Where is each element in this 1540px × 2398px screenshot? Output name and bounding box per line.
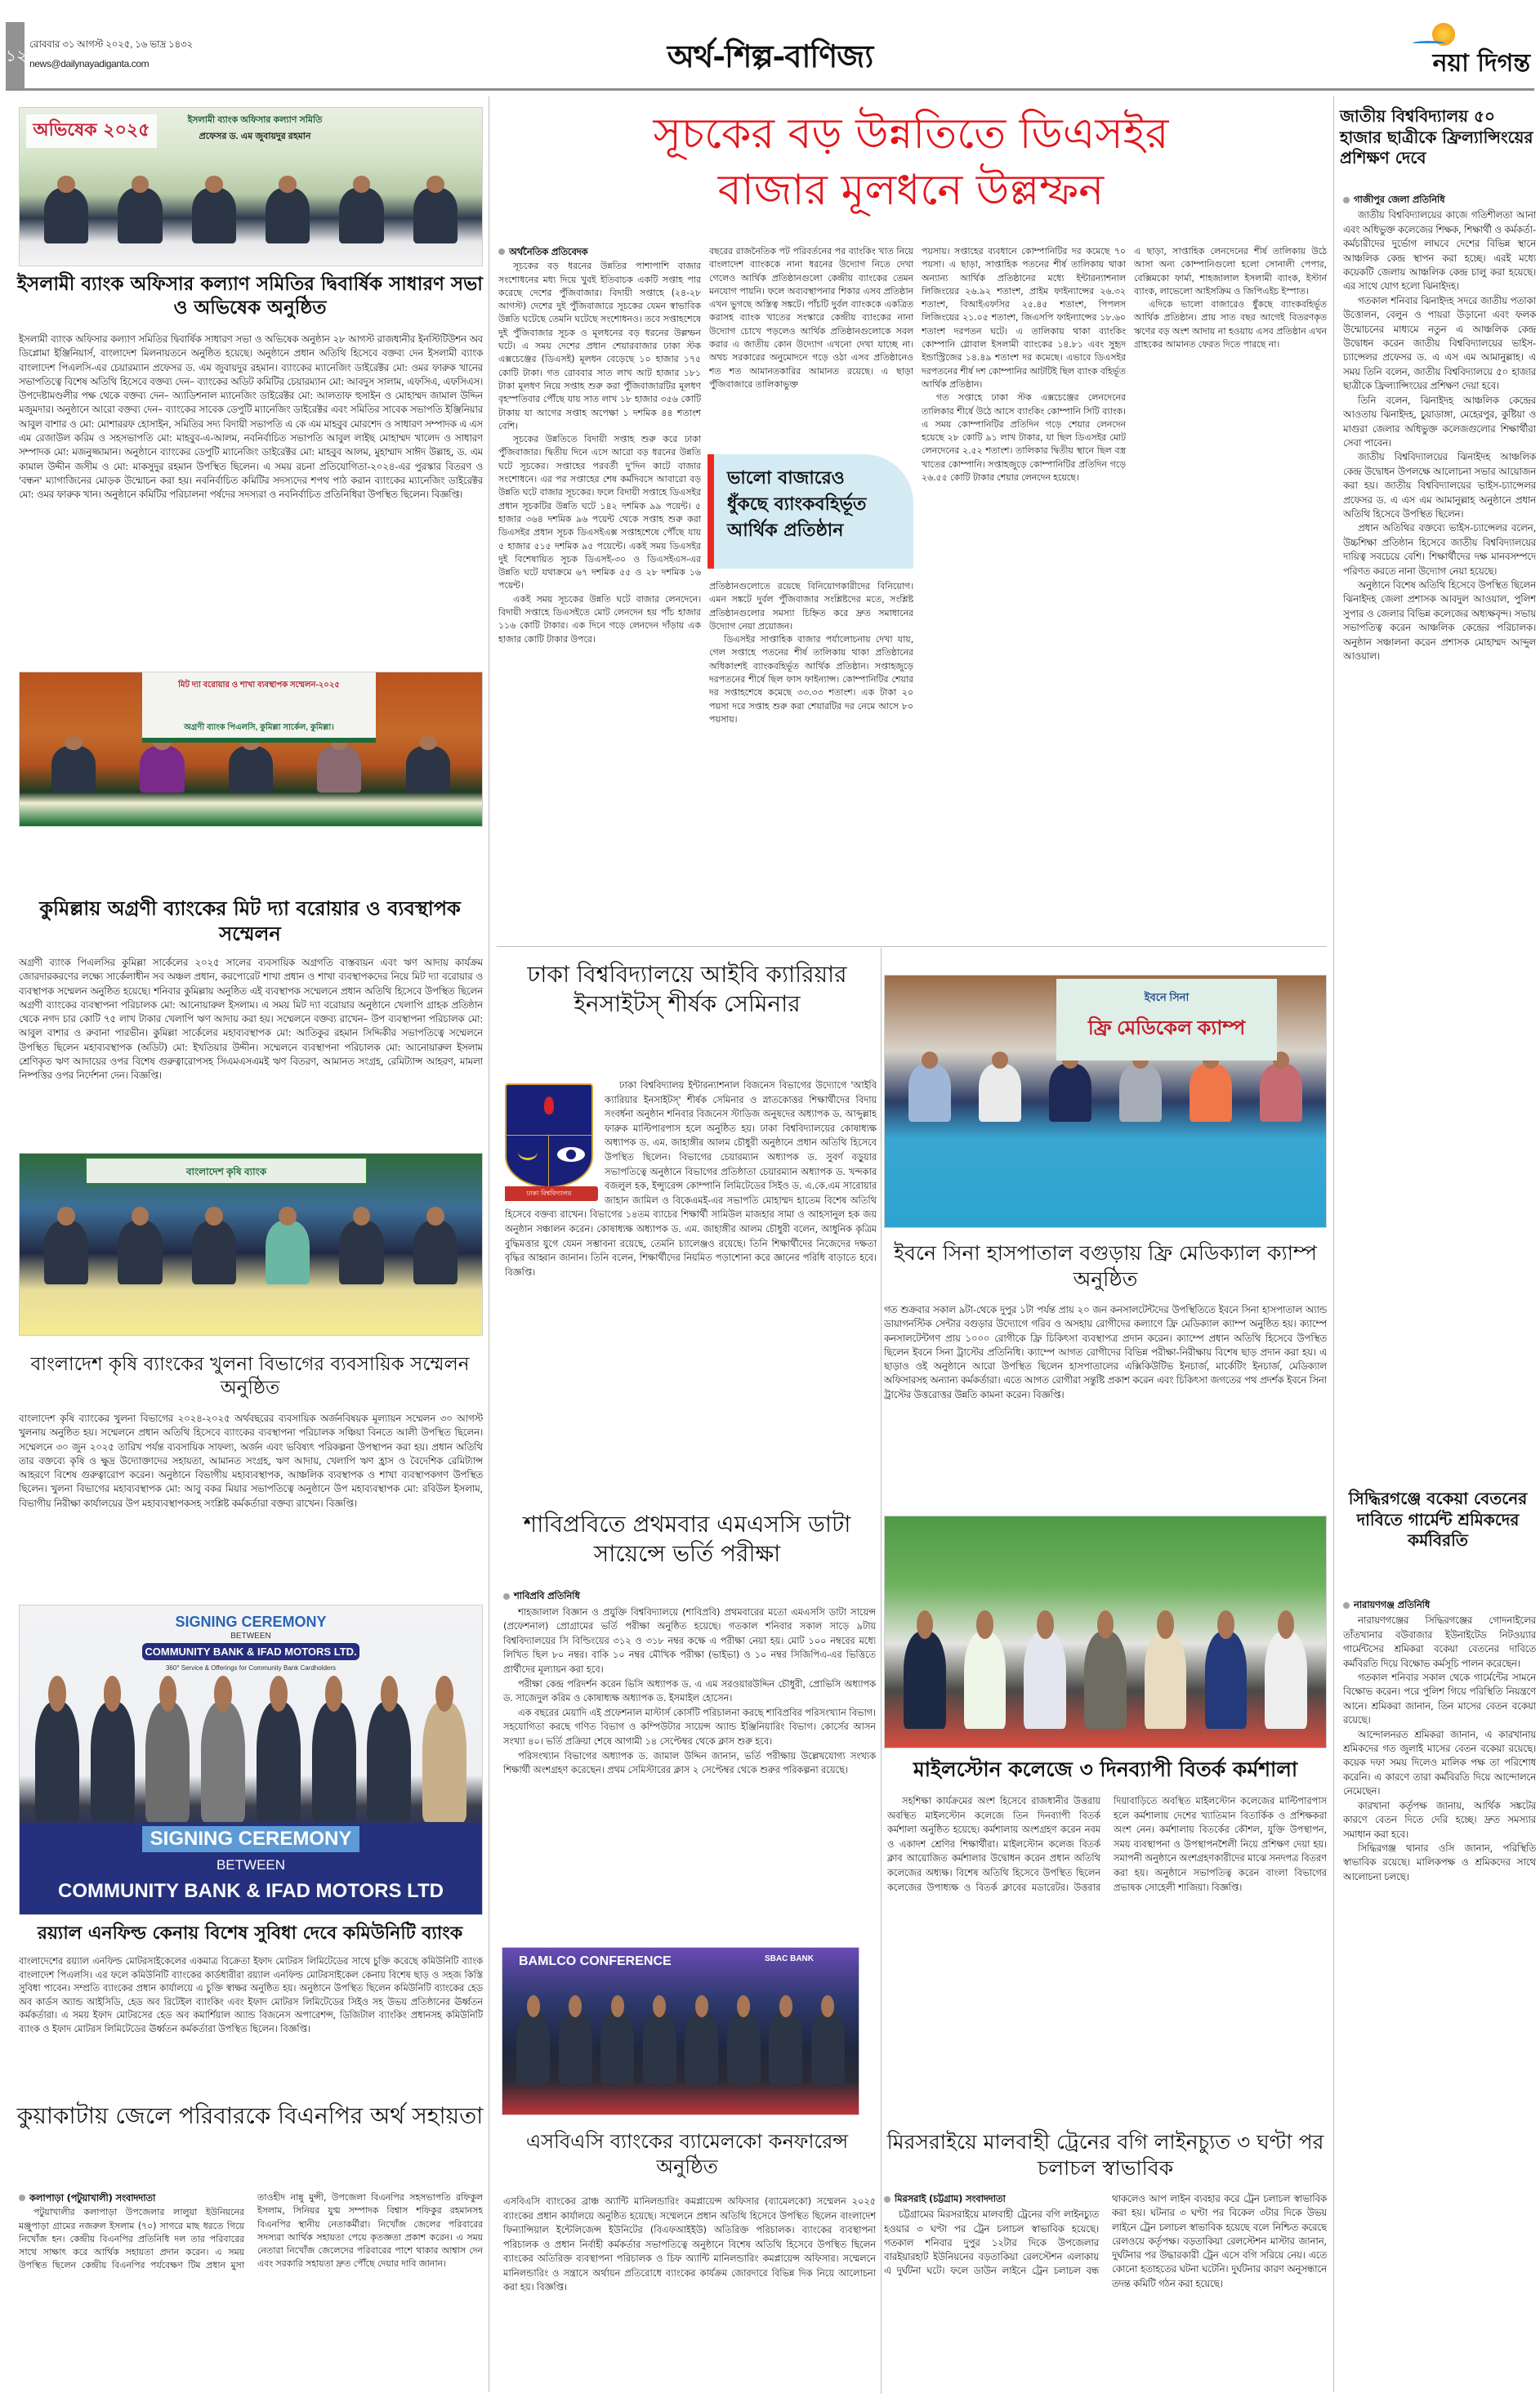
lead-headline-line1: সূচকের বড় উন্নতিতে ডিএসইর: [653, 109, 1169, 159]
newspaper-logo: [1391, 23, 1530, 88]
byline-text: শাবিপ্রবি প্রতিনিধি: [514, 1590, 580, 1601]
photo-caption-org: অগ্রণী ব্যাংক পিএলসি, কুমিল্লা সার্কেল, কুমিল্লা।: [184, 723, 334, 732]
logo-upper: [507, 1085, 591, 1136]
paragraph: কারখানা কর্তৃপক্ষ জানায়, আর্থিক সঙ্কটের কারণে বেতন দিতে দেরি হচ্ছে। দ্রুত সমস্যার সমাধান করা হবে।: [1343, 1799, 1536, 1840]
paragraph: একই সময় সূচকের উন্নতি ঘটে বাজার লেনদেনে। বিদায়ী সপ্তাহে ডিএসইতে মোট লেনদেন হয় পাঁচ হাজার ১১৬ কোটি টাকার। এক দিনে গড়ে লেনদেন দাঁড়ায় এক হাজার কোটি টাকার উপরে।: [498, 593, 701, 645]
masthead-rule: [6, 88, 1534, 91]
logo-lower-right: [549, 1136, 591, 1186]
photo-people: [20, 1212, 482, 1284]
person: [413, 188, 458, 243]
person: [44, 188, 88, 243]
article-body-shabipro: [503, 1589, 876, 1932]
byline: [884, 2192, 1099, 2206]
paragraph: প্রধান অতিথির বক্তব্যে ভাইস-চ্যান্সেলর বলেন, উচ্চশিক্ষা প্রতিষ্ঠান হিসেবে জাতীয় বিশ্ববিদ্যালয়ের দায়িত্ব সবচেয়ে বেশি। শিক্ষার্থীদের দক্ষ মানবসম্পদে পরিণত করতে নানা উদ্যোগ নেয়া হয়েছে।: [1343, 522, 1536, 577]
headline-agrani-bank[interactable]: কুমিল্লায় অগ্রণী ব্যাংকের মিট দ্যা বরোয়ার ও ব্যবস্থাপক সম্মেলন: [39, 897, 461, 945]
photo-caption-org: ইবনে সিনা: [1144, 991, 1190, 1003]
byline-text: অর্থনৈতিক প্রতিবেদক: [509, 246, 588, 257]
person: [312, 1702, 356, 1821]
masthead: [0, 0, 1540, 92]
person: [1205, 1632, 1248, 1730]
page-number: ১২: [6, 46, 27, 65]
person: [979, 1064, 1021, 1121]
article-body-milestone: [887, 1794, 1327, 2116]
photo-people: [502, 2001, 859, 2084]
person: [192, 188, 236, 243]
paragraph: বছরের রাজনৈতিক পট পরিবর্তনের পর ব্যাংকিং খাত নিয়ে বাংলাদেশ ব্যাংককে নানা ধরনের উদ্যোগ নিতে দেখা গেলেও আর্থিক প্রতিষ্ঠানগুলো কেন্দ্রীয় ব্যাংকের তেমন মনযোগ পায়নি। ফলে অব্যবস্থাপনার শিকার এসব প্রতিষ্ঠান এখন ভুগছে অস্তিত্ব সঙ্কটে। পাঁচটি দুর্বল ব্যাংককে একত্রিত করাসহ ব্যাংক খাতের সংস্কারে কেন্দ্রীয় ব্যাংকের নানা উদ্যোগ চোখে পড়লেও আর্থিক প্রতিষ্ঠানগুলোকে সবল করার এ জাতীয় কোন উদ্যোগ এখনো দেখা যাচ্ছে না। অথচ সরকারের অনুমোদনে গড়ে ওঠা এসব প্রতিষ্ঠানেও শত শত আমানতকারির আমানত রয়েছে। এ ছাড়া পুঁজিবাজারে তালিকাভুক্ত: [709, 246, 913, 390]
person: [118, 188, 162, 243]
photo-banner-tagline: 360° Service & Offerings for Community Bank Cardholders: [165, 1664, 337, 1672]
article-body-community-bank: বাংলাদেশের রয়্যাল এনফিল্ড মোটরসাইকেলের একমাত্র বিক্রেতা ইফাদ মোটরস লিমিটেডের সাথে চুক্তি করেছে কমিউনিটি ব্যাংক বাংলাদেশ পিএলসি। এর ফলে কমিউনিটি ব্যাংকের কার্ডধারীরা রয়্যাল এনফিল্ড মোটরসাইকেল কেনায় বিশেষ ছাড় ও সহজ কিস্তি সুবিধা পাবেন। সম্প্রতি ব্যাংকের প্রধান কার্যালয়ে এ চুক্তি স্বাক্ষর অনুষ্ঠিত হয়। অনুষ্ঠানে উপস্থিত ছিলেন কমিউনিটি ব্যাংকের হেড অব কার্ডস অ্যান্ড আইসিডি, হেড অব রিটেইল ব্যাংকিং এবং ইফাদ মোটরস লিমিটেডের সিইও সহ উভয় প্রতিষ্ঠানের ঊর্ধ্বতন কর্মকর্তারা। এ সময় ইফাদ মোটরসের হেড অব কমার্শিয়াল অ্যান্ড বিজনেস অপারেশন্স, ডিজিটাল ব্যাংকিং প্রধানসহ কমিউনিটি ব্যাংক ও ইফাদ মোটরস লিমিটেডের ঊর্ধ্বতন কর্মকর্তারা উপস্থিত ছিলেন। বিজ্ঞপ্তি।: [19, 1955, 483, 2034]
pull-quote-box: [708, 454, 913, 569]
paragraph: তিনি বলেন, ঝিনাইদহ আঞ্চলিক কেন্দ্রের আওতায় ঝিনাইদহ, চুয়াডাঙ্গা, মেহেরপুর, কুষ্টিয়া ও মাগুরা জেলার অধিভুক্ত কলেজগুলোর শিক্ষার্থীরা সেবা পাবেন।: [1343, 394, 1536, 449]
torch-flame-icon: [544, 1096, 554, 1114]
logo-text: নয়া দিগন্ত: [1432, 49, 1530, 78]
byline: [503, 1589, 876, 1604]
paragraph: পরীক্ষা কেন্দ্র পরিদর্শন করেন ভিসি অধ্যাপক ড. এ এম সরওয়ারউদ্দিন চৌধুরী, প্রোভিসি অধ্যাপক ড. সাজেদুল করিম ও কোষাধ্যক্ষ অধ্যাপক ড. ইসমাইল হোসেন।: [503, 1677, 876, 1704]
paragraph: প্রতিষ্ঠানগুলোতে রয়েছে বিনিয়োগকারীদের বিনিয়োগ। এমন সঙ্কটে দুর্বল পুঁজিবাজার সংশ্লিষ্টদের মতে, সংশ্লিষ্ট প্রতিষ্ঠানগুলোর সমস্যা চিহ্নিত করে দ্রুত সমাধানের উদ্যোগ নেয়া প্রয়োজন।: [709, 581, 913, 632]
person: [1049, 1064, 1091, 1121]
community-bank-photo: [19, 1605, 483, 1915]
byline: [19, 2191, 244, 2204]
paragraph: সিদ্ধিরগঞ্জ থানার ওসি জানান, পরিস্থিতি স্বাভাবিক রয়েছে। মালিকপক্ষ ও শ্রমিকদের সাথে আলোচনা চলছে।: [1343, 1842, 1536, 1882]
pull-quote-line: ভালো বাজারেও: [727, 468, 845, 489]
article-body-du-seminar: [505, 1078, 877, 1487]
photo-banner-title: SIGNING CEREMONY: [175, 1614, 327, 1630]
person: [145, 1702, 190, 1821]
milestone-college-photo: [884, 1516, 1327, 1748]
photo-banner-logo: SBAC BANK: [765, 1954, 814, 1963]
person: [1145, 1632, 1187, 1730]
lead-body-col2-top: [709, 245, 913, 445]
pull-quote-line: আর্থিক প্রতিষ্ঠান: [727, 520, 844, 541]
article-body-ibn-sina: গত শুক্রবার সকাল ৯টা-থেকে দুপুর ১টা পর্যন্ত প্রায় ২০ জন কনসালটেন্টদের উপস্থিতিতে ইবনে সিনা হাসপাতাল অ্যান্ড ডায়াগনস্টিক সেন্টার বগুড়ার উদ্যোগে গরিব ও অসহায় রোগীদের কল্যাণে ফ্রি মেডিক্যাল ক্যাম্প অনুষ্ঠিত হয়। ক্যাম্পে কনসালটেন্টগণ প্রায় ১০০০ রোগীকে ফ্রি চিকিৎসা ব্যবস্থাপত্র প্রদান করেন। ক্যাম্পে প্রধান অতিথি হিসেবে উপস্থিত ছিলেন ইবনে সিনা ট্রাস্টের প্রতিনিধি। ক্যাম্পে আগত রোগীদের বিভিন্ন পরীক্ষা-নিরীক্ষায় বিশেষ ছাড় প্রদান করা হয়। এ ছাড়াও ওই অনুষ্ঠানে আরো উপস্থিত ছিলেন হাসপাতালের এক্সিকিউটিভ ইনচার্জ, মার্কেটিং ইনচার্জ, মেডিক্যাল অফিসারসহ অন্যান্য কর্মকর্তারা। এতে আগত রোগীরা সন্তুষ্টি প্রকাশ করেন এবং চিকিৎসা জগতের পথ প্রদর্শক ইবনে সিনা ট্রাস্টের উত্তরোত্তর উন্নতি কামনা করেন। বিজ্ঞপ্তি।: [884, 1304, 1327, 1400]
byline-text: নারায়ণগঞ্জ প্রতিনিধি: [1354, 1599, 1431, 1610]
paragraph: সূচকের বড় ধরনের উন্নতির পাশাপাশি বাজার সংশোধনের মধ্য দিয়ে খুবই ইতিবাচক একটি সপ্তাহ পার করেছে দেশের পুঁজিবাজার। বিদায়ী সপ্তাহে (২৪-২৮ আগস্ট) দেশের দুই পুঁজিবাজারে সূচকের যেমন স্বাভাবিক উন্নতি ঘটেছে তেমনি ঘটেছে সংশোধনও। তবে সপ্তাহশেষে দুই পুঁজিবাজার সূচক ও মূলধনের বড় ধরনের উল্লম্ফন ঘটে। এ সময় দেশের প্রধান শেয়ারবাজার ঢাকা স্টক এক্সচেঞ্জের (ডিএসই) মূলধন বেড়েছে ১০ হাজার ১৭৫ কোটি টাকা। গত রোববার সাত লাখ আট হাজার ১৮১ টাকা মূলধণ নিয়ে সপ্তাহ শুরু করা পুঁজিবাজারটির মূলধণ বৃহস্পতিবার পৌঁছে যায় সাত লাখ ১৮ হাজার ৩৫৬ কোটি টাকায় যা আগের সপ্তাহ অপেক্ষা ১ দশমিক ৪৪ শতাংশ বেশি।: [498, 261, 701, 431]
headline-mirsarai[interactable]: মিরসরাইয়ে মালবাহী ট্রেনের বগি লাইনচ্যুত ৩ ঘণ্টা পর চলাচল স্বাভাবিক: [886, 2130, 1324, 2180]
paragraph: পরিসংখ্যান বিভাগের অধ্যাপক ড. জামাল উদ্দিন জানান, ভর্তি পরীক্ষায় উল্লেখযোগ্য সংখ্যক শিক্ষার্থী অংশগ্রহণ করেছেন। প্রথম সেমিস্টারের ক্লাস ২ সেপ্টেম্বর থেকে শুরুর পরিকল্পনা রয়েছে।: [503, 1749, 876, 1776]
person: [413, 1221, 458, 1284]
person: [1084, 1632, 1127, 1730]
bullet-icon: [1343, 197, 1350, 203]
person: [516, 2012, 550, 2085]
photo-caption-org: বাংলাদেশ কৃষি ব্যাংক: [185, 1166, 267, 1177]
logo-lower-left: [507, 1136, 549, 1186]
person: [964, 1632, 1007, 1730]
byline: [1343, 193, 1536, 207]
person: [266, 1221, 310, 1284]
bullet-icon: [19, 2195, 25, 2201]
photo-people: [20, 740, 482, 793]
headline-milestone[interactable]: মাইলস্টোন কলেজে ৩ দিনব্যাপী বিতর্ক কর্মশালা: [913, 1757, 1298, 1781]
article-body-agrani-bank: অগ্রণী ব্যাংক পিএলসির কুমিল্লা সার্কেলের ২০২৫ সালের ব্যবসায়িক অগ্রগতি বাস্তবায়ন এবং ঋণ আদায় কার্যক্রম জোরদারকরণের লক্ষ্যে সার্কেলাধীন সব অঞ্চল প্রধান, করপোরেট শাখা প্রধান ও শাখা ব্যবস্থাপকদের নিয়ে মিট দ্যা বরোয়ার ও ব্যবস্থাপক সম্মেলন অনুষ্ঠিত হয়েছে। শনিবার কুমিল্লায় অনুষ্ঠিত এই ব্যবস্থাপক সম্মেলনে প্রধান অতিথি হিসেবে উপস্থিত ছিলেন অগ্রণী ব্যাংকের ব্যবস্থাপনা পরিচালক মো: আনোয়ারুল ইসলাম। এ সময় মিট দ্যা বরোয়ার অনুষ্ঠানে খেলাপি গ্রাহক প্রতিষ্ঠান থেকে নগদ চার কোটি ৭৫ লাখ টাকার খেলাপি ঋণ আদায় করা হয়। সম্মেলনে বক্তব্য রাখেন– উপ ব্যবস্থাপনা পরিচালক মো: আবুল বাশার ও রুবানা পারভীন। কুমিল্লা সার্কেলের মহাব্যবস্থাপক মো: আতিকুর রহমান সিদ্দিকীর সভাপতিত্বে সম্মেলনে উপস্থিত ছিলেন মহাব্যবস্থাপক (অডিট) মো: ইখতিয়ার উদ্দীন। সম্মেলনে ব্যবস্থাপনা পরিচালক মো: আনোয়ারুল ইসলাম শ্রেণিকৃত ঋণ আদায়ের ওপর বিশেষ গুরুত্বারোপসহ সিএমএসএমই ঋণ বিতরণ, আমানত সংগ্রহ, রেমিট্যান্স আহরণ, মামলা নিষ্পত্তির ওপর নির্দেশনা দেন। বিজ্ঞপ্তি।: [19, 957, 483, 1082]
person: [422, 1702, 466, 1821]
person: [811, 2012, 845, 2085]
krishi-bank-photo: [19, 1153, 483, 1336]
column-divider: [1333, 96, 1334, 2392]
headline-sbac-bank[interactable]: এসবিএসি ব্যাংকের ব্যামেলকো কনফারেন্স অনুষ্ঠিত: [525, 2130, 849, 2178]
photo-caption-event: অভিষেক ২০২৫: [26, 114, 157, 148]
person: [201, 1702, 245, 1821]
byline: [498, 245, 701, 258]
photo-backdrop-banner: [1056, 979, 1277, 1061]
lead-headline[interactable]: [498, 106, 1324, 218]
paragraph: সূচকের উন্নতিতে বিদায়ী সপ্তাহ শুরু করে ঢাকা পুঁজিবাজার। দ্বিতীয় দিনে এসে আরো বড় ধরনের উন্নতি ঘটে সূচকের। সপ্তাহের পরবর্তী দু'দিন কাটে বাজার সংশোধনে। এর পর সপ্তাহের শেষ কর্মদিবসে আবারো বড় উন্নতি ঘটে বাজার সূচকের। ফলে বিদায়ী সপ্তাহে ডিএসইর প্রধান সূচকটির উন্নতি ঘটে ১৪২ দশমিক ৯৯ পয়েন্ট। ৫ হাজার ৩৬৪ দশমিক ৯৬ পয়েন্ট থেকে সপ্তাহ শুরু করা ডিএসইর প্রধান সূচক ডিএসইএক্স সপ্তাহশেষে পৌঁছে যায় ৫ হাজার ৫১৫ দশমিক ৯৫ পয়েন্টে। একই সময় ডিএসইর দুই বিশেষায়িত সূচক ডিএসই-৩০ ও ডিএসইএস-এর উন্নতি ঘটে যথাক্রমে ৬৭ দশমিক ৫৫ ও ২৮ দশমিক ১৬ পয়েন্ট।: [498, 434, 701, 592]
photo-caption-event: ফ্রি মেডিকেল ক্যাম্প: [1087, 1017, 1246, 1039]
headline-community-bank[interactable]: রয়্যাল এনফিল্ড কেনায় বিশেষ সুবিধা দেবে কমিউনিটি ব্যাংক: [37, 1923, 463, 1944]
byline-text: গাজীপুর জেলা প্রতিনিধি: [1354, 194, 1445, 205]
section-divider: [497, 946, 1327, 947]
paragraph: ডিএসইর সাপ্তাহিক বাজার পর্যালোচনায় দেখা যায়, গেল সপ্তাহে পতনের শীর্ষ তালিকায় থাকা প্রতিষ্ঠানের অধিকাংশই ব্যাংকবহির্ভূত আর্থিক প্রতিষ্ঠান। সপ্তাহজুড়ে দরপতনের শীর্ষে ছিল ফাস ফাইন্যান্স। কোম্পানিটির শেয়ার দর সপ্তাহশেষে কমেছে ৩৩.৩৩ শতাংশ। এক টাকা ২০ পয়সা দরে সপ্তাহ শুরু করা শেয়ারটির দর নেমে আসে ৮০ পয়সায়।: [709, 634, 913, 725]
paragraph: শাহজালাল বিজ্ঞান ও প্রযুক্তি বিশ্ববিদ্যালয়ে (শাবিপ্রবি) প্রথমবারের মতো এমএসসি ডাটা সায়েন্স (প্রফেশনাল) প্রোগ্রামের ভর্তি পরীক্ষা অনুষ্ঠিত হয়েছে। গতকাল শনিবার সকাল সাড়ে ৯টায় বিশ্ববিদ্যালয়ের সি বিল্ডিংয়ের ৩১২ ও ৩১৮ নম্বর কক্ষে এ পরীক্ষা নেয়া হয়। মোট ১০০ নম্বরের মধ্যে লিখিত ছিল ৮০ নম্বর। বাকি ১০ নম্বর মৌখিক পরীক্ষা (ভাইভা) ও ১০ নম্বর সিজিপিএ-এর ভিত্তিতে প্রার্থীদের মূল্যায়ন করা হবে।: [503, 1605, 876, 1675]
person: [904, 1632, 946, 1730]
paragraph: পটুয়াখালীর কলাপাড়া উপজেলার লালুয়া ইউনিয়নের মঞ্জুপাড়া গ্রামের নজরুল ইসলাম (৭০) সাগরে মাছ ধরতে গিয়ে নিখোঁজ হন। কেন্দ্রীয় বিএনপির প্রতিনিধি দল তার পরিবারের সাথে সাক্ষাৎ করে আর্থিক সহায়তা প্রদান করেন। এ সময় উপস্থিত ছিলেন কেন্দ্রীয় বিএনপির পর্যবেক্ষণ টিম প্রধান মুসা তাওহীদ নান্নু মুন্সী, উপজেলা বিএনপির সহসভাপতি রফিকুল ইসলাম, সিনিয়র যুগ্ম সম্পাদক বিশ্বাস শফিকুর রহমানসহ বিএনপির স্থানীয় নেতাকর্মীরা। নিখোঁজ জেলের পরিবারের সদস্যরা আর্থিক সহায়তা পেয়ে কৃতজ্ঞতা প্রকাশ করেন। এ সময় নেতারা নিখোঁজ জেলেদের পরিবারের পাশে থাকার আশ্বাস দেন এবং সরকারি সহায়তা দ্রুত পৌঁছে দেয়ার দাবি জানান।: [19, 2192, 483, 2271]
photo-people: [885, 1056, 1326, 1122]
overlay-between: BETWEEN: [216, 1857, 286, 1873]
dateline: রোববার ৩১ আগস্ট ২০২৫, ১৬ ভাদ্র ১৪৩২: [29, 38, 194, 50]
headline-du-seminar[interactable]: ঢাকা বিশ্ববিদ্যালয়ে আইবি ক্যারিয়ার ইনসাইটস্ শীর্ষক সেমিনার: [527, 961, 847, 1017]
contact-email[interactable]: news@dailynayadiganta.com: [29, 58, 150, 69]
person: [685, 2012, 718, 2085]
photo-overlay-banner: [20, 1823, 482, 1914]
water-lily-icon: [518, 1144, 538, 1160]
lead-body-col1: [498, 245, 701, 940]
lead-body-col3: [922, 245, 1126, 940]
paragraph: সহশিক্ষা কার্যক্রমের অংশ হিসেবে রাজধানীর উত্তরায় অবস্থিত মাইলস্টোন কলেজে তিন দিনব্যাপী বিতর্ক কর্মশালা অনুষ্ঠিত হয়েছে। কর্মশালায় অংশগ্রহণ করেন নবম ও একাদশ শ্রেণির শিক্ষার্থীরা। মাইলস্টোন কলেজ বিতর্ক ক্লাব আয়োজিত কর্মশালার উদ্বোধন করেন প্রধান অতিথি কলেজের অধ্যক্ষ। বিশেষ অতিথি হিসেবে উপস্থিত ছিলেন কলেজের উপাধ্যক্ষ ও বিতর্ক ক্লাবের মডারেটর। উত্তরার দিয়াবাড়িতে অবস্থিত মাইলস্টোন কলেজের মাল্টিপারপাস হলে কর্মশালায় দেশের খ্যাতিমান বিতার্কিক ও প্রশিক্ষকরা অংশ নেন। কর্মশালায় বিতর্কের কৌশল, যুক্তি উপস্থাপন, সময় ব্যবস্থাপনা ও উপস্থাপনশৈলী নিয়ে প্রশিক্ষণ দেয়া হয়। সমাপনী অনুষ্ঠানে অংশগ্রহণকারীদের মাঝে সনদপত্র বিতরণ করা হয়। অনুষ্ঠানে সভাপতিত্ব করেন বাংলা বিভাগের প্রভাষক সোহেলী শাজিয়া। বিজ্ঞপ্তি।: [887, 1795, 1327, 1893]
person: [1265, 1632, 1307, 1730]
bullet-icon: [498, 248, 505, 255]
bullet-icon: [503, 1593, 510, 1600]
person: [367, 1702, 411, 1821]
person: [559, 2012, 592, 2085]
paragraph: পয়সায়। সপ্তাহের ব্যবধানে কোম্পানিটির দর কমেছে ৭০ পয়সা। এ ছাড়া, সাপ্তাহিক পতনের শীর্ষ তালিকায় থাকা অন্যান্য আর্থিক প্রতিষ্ঠানের মধ্যে ইন্টারন্যাশনাল লিজিংয়ের ২৬.৯২ শতাংশ, প্রাইম ফাইন্যান্সের ২৬.৩২ শতাংশ, বিআইএফসির ২৫.৪৫ শতাংশ, পিপলস লিজিংয়ের ২১.০৫ শতাংশ, জিএসপি ফাইন্যান্সের ১৮.৬০ শতাংশ দরপতন ঘটে। এ তালিকায় থাকা ব্যাংকিং কোম্পানি গ্লোবাল ইসলামী ব্যাংকের ১৪.৮১ এবং সুহৃদ ইন্ডাস্ট্রিজের ১৪.৪৯ শতাংশ দর কমেছে। এভাবে ডিএসইর দরপতনের শীর্ষ দশ কোম্পানির আটটিই ছিল ব্যাংক বহির্ভূত আর্থিক প্রতিষ্ঠান।: [922, 246, 1126, 390]
paragraph: গতকাল শনিবার ঝিনাইদহ সদরে জাতীয় পতাকা উত্তোলন, বেলুন ও পায়রা উড়ানো এবং ফলক উন্মোচনের মাধ্যমে নতুন এ আঞ্চলিক কেন্দ্র উদ্বোধন করেন জাতীয় বিশ্ববিদ্যালয়ের ভাইস-চ্যান্সেলর প্রফেসর ড. এ এস এম আমানুল্লাহ। এ সময় তিনি বলেন, জাতীয় বিশ্ববিদ্যালয়ে ৫০ হাজার ছাত্রীকে ফ্রিল্যান্সিংয়ের প্রশিক্ষণ দেয়া হবে।: [1343, 294, 1536, 392]
photo-banner-title: BAMLCO CONFERENCE: [519, 1954, 672, 1968]
photo-backdrop-banner: [142, 672, 376, 743]
bullet-icon: [884, 2196, 891, 2203]
paragraph: ঢাকা বিশ্ববিদ্যালয় ইন্টারন্যাশনাল বিজনেস বিভাগের উদ্যোগে 'আইবি ক্যারিয়ার ইনসাইটস্' শীর্ষক সেমিনার ও স্নাতকোত্তর শিক্ষার্থীদের বিদায় সংবর্ধনা অনুষ্ঠান শনিবার বিজনেস স্টাডিজ অনুষদের অধ্যাপক ড. আব্দুল্লাহ ফারুক মাল্টিপারপাস হলে অনুষ্ঠিত হয়। ঢাকা বিশ্ববিদ্যালয়ের কোষাধ্যক্ষ অধ্যাপক ড. এম. জাহাঙ্গীর আলম চৌধুরী অনুষ্ঠানে প্রধান অতিথি হিসেবে উপস্থিত ছিলেন। বিভাগের চেয়ারম্যান অধ্যাপক ড. সুবর্ণ বড়ুয়ার সভাপতিত্বে অনুষ্ঠানে বিভাগের প্রতিষ্ঠাতা চেয়ারম্যান অধ্যাপক ড. খন্দকার বজলুল হক, ইন্স্যুরেন্স কোম্পানি লিমিটেডের সিইও ড. এ.কে.এম সারোয়ার জাহান জামিল ও বিকেএমই-এর সভাপতি মোহাম্মদ হাতেম বিশেষ অতিথি হিসেবে বক্তব্য রাখেন। বিভাগের ১৪তম ব্যাচের শিক্ষার্থী সামিউল মাজহার সামা ও আহসানুল হক জয় অনুষ্ঠান সঞ্চালন করেন। কোষাধ্যক্ষ অধ্যাপক ড. এম. জাহাঙ্গীর আলম চৌধুরী বলেন, আধুনিক কৃত্রিম বুদ্ধিমত্তার যুগে যেমন সম্ভাবনা রয়েছে, তেমনি চ্যালেঞ্জও রয়েছে। তিনি শিক্ষার্থীদের নিজেদের দক্ষতা বৃদ্ধির আহ্বান জানান। তিনি বলেন, শিক্ষার্থীদের নিয়মিত পড়াশোনা করে জ্ঞানের পরিধি বাড়াতে হবে। বিজ্ঞপ্তি।: [505, 1079, 877, 1278]
article-body-islami-bank: ইসলামী ব্যাংক অফিসার কল্যাণ সমিতির দ্বিবার্ষিক সাধারণ সভা ও অভিষেক অনুষ্ঠান ২৮ আগস্ট রাজধানীর ইনস্টিটিউশন অব ডিপ্লোমা ইঞ্জিনিয়ার্স, বাংলাদেশ মিলনায়তনে অনুষ্ঠিত হয়েছে। অনুষ্ঠানে প্রধান অতিথি হিসেবে বক্তব্য দেন ইসলামী ব্যাংক বাংলাদেশ পিএলসি-এর চেয়ারম্যান প্রফেসর ড. এম জুবায়দুর রহমান। ব্যাংকের ম্যানেজিং ডাইরেক্টর মো: ওমর ফারুক খানের সভাপতিত্বে বিশেষ অতিথি হিসেবে বক্তব্য দেন– ব্যাংকের অডিট কমিটির চেয়ারম্যান মো: আবদুস সালাম, এফসিএ, এফসিএস। উপদেষ্টামণ্ডলীর পক্ষ থেকে বক্তব্য দেন– অ্যাডিশনাল ম্যানেজিং ডাইরেক্টর মো: আলতাফ হুসাইন ও মোহাম্মদ জামাল উদ্দিন মজুমদার। অনুষ্ঠানে আরো বক্তব্য দেন– ব্যাংকের সাবেক ডেপুটি ম্যানেজিং ডাইরেক্টর এবং সমিতির সাবেক সভাপতি ইঞ্জিনিয়ার আবুল বাশার ও মো: মোশাররফ হোসাইন, সমিতির সদ্য বিদায়ী সভাপতি এ কে এম মাহবুব মোরশেদ ও সাধারণ সম্পাদক এ এস এম রেজাউল করিম ও সহসভাপতি মো: মাহবুব-এ-আলম, নবনির্বাচিত সভাপতি আবুল লাইছ মোহাম্মদ খালেদ ও সাধারণ সম্পাদক মো: মজনুজ্জামান। অনুষ্ঠানে ব্যাংকের ডেপুটি ম্যানেজিং ডাইরেক্টর মো: মাহবুব আলম, মুহাম্মাদ সাঈদ উল্লাহ, ড. এম কামাল উদ্দীন জসীম ও মো: মাকসুদুর রহমান উপস্থিত ছিলেন। এ সময় রচনা প্রতিযোগিতা-২০২৪-এর পুরস্কার বিতরণ ও 'বন্ধন' ম্যাগাজিনের মোড়ক উন্মোচন করা হয়। নবনির্বাচিত কমিটির সদস্যদের শপথ পাঠ করান ব্যাংকের ম্যানেজিং ডাইরেক্টর মো: ওমর ফারুক খান। অনুষ্ঠানে কমিটির পরিচালনা পর্ষদের সদস্যরা ও নবনির্বাচিত প্রতিনিধিরা উপস্থিত ছিলেন। বিজ্ঞপ্তি।: [19, 333, 483, 501]
person: [44, 1221, 88, 1284]
lead-headline-line2: বাজার মূলধনে উল্লম্ফন: [717, 165, 1105, 215]
photo-backdrop-banner: [85, 1157, 368, 1185]
paragraph: চট্টগ্রামের মিরসরাইয়ে মালবাহী ট্রেনের বগি লাইনচ্যুত হওয়ার ৩ ঘণ্টা পর ট্রেন চলাচল স্বাভাবিক হয়েছে। গতকাল শনিবার দুপুর ১২টার দিকে উপজেলার বারইয়ারহাট ইউনিয়নের বড়তাকিয়া রেলস্টেশন এলাকায় এ দুর্ঘটনা ঘটে। ফলে ডাউন লাইনে ট্রেন চলাচল বন্ধ থাকলেও আপ লাইন ব্যবহার করে ট্রেন চলাচল স্বাভাবিক করা হয়। ঘটনার ৩ ঘণ্টা পর বিকেল ৩টার দিকে উভয় লাইনে ট্রেন চলাচল স্বাভাবিক হয়েছে বলে নিশ্চিত করেছে রেলওয়ে কর্তৃপক্ষ। বড়তাকিয়া রেলস্টেশন মাস্টার জানান, দুর্ঘটনার পর উদ্ধারকারী ট্রেন এসে বগি সরিয়ে নেয়। এতে কোনো হতাহতের ঘটনা ঘটেনি। দুর্ঘটনার কারণ অনুসন্ধানে তদন্ত কমিটি গঠন করা হয়েছে।: [884, 2193, 1327, 2289]
paragraph: জাতীয় বিশ্ববিদ্যালয়ের কাজে গতিশীলতা আনা এবং অধিভুক্ত কলেজের শিক্ষক, শিক্ষার্থী ও কর্মকর্তা-কর্মচারীদের দুর্ভোগ লাঘবে দেশের বিভিন্ন স্থানে আঞ্চলিক কেন্দ্র স্থাপন করা হচ্ছে। এরই মধ্যে কয়েকটি জেলায় আঞ্চলিক কেন্দ্র চালু করা হয়েছে। এর সাথে যোগ হলো ঝিনাইদহ।: [1343, 209, 1536, 292]
eye-pupil: [566, 1150, 576, 1159]
islami-bank-photo: [19, 107, 483, 266]
person: [1024, 1632, 1066, 1730]
photo-caption-org: ইসলামী ব্যাংক অফিসার কল্যাণ সমিতি: [187, 115, 323, 125]
photo-caption-event: মিট দ্যা বরোয়ার ও শাখা ব্যবস্থাপক সম্মেলন-২০২৫: [178, 681, 340, 690]
person: [229, 746, 273, 792]
headline-siddhirganj[interactable]: সিদ্ধিরগঞ্জে বকেয়া বেতনের দাবিতে গার্মেন্ট শ্রমিকদের কর্মবিরতি: [1348, 1489, 1528, 1551]
person: [1190, 1064, 1232, 1121]
article-body-national-university: [1343, 193, 1536, 1467]
agrani-bank-photo: [19, 672, 483, 827]
person: [643, 2012, 676, 2085]
paragraph: জাতীয় বিশ্ববিদ্যালয়ের ঝিনাইদহ আঞ্চলিক কেন্দ্র উদ্বোধন উপলক্ষে আলোচনা সভার আয়োজন করা হয়। জাতীয় বিশ্ববিদ্যালয়ের ভাইস-চ্যান্সেলর প্রফেসর ড. এ এস এম আমানুল্লাহ অনুষ্ঠানে প্রধান অতিথি হিসেবে উপস্থিত ছিলেন।: [1343, 451, 1536, 520]
photo-people: [885, 1619, 1326, 1730]
person: [1119, 1064, 1162, 1121]
photo-people: [20, 1686, 482, 1821]
lead-body-col2-bottom: [709, 580, 913, 940]
paragraph: গতকাল শনিবার সকাল থেকে গার্মেন্টের সামনে বিক্ষোভ করেন। পরে পুলিশ গিয়ে পরিস্থিতি নিয়ন্ত্রণে আনে। শ্রমিকরা জানান, তিন মাসের বেতন বকেয়া রয়েছে।: [1343, 1672, 1536, 1726]
pull-quote-line: ধুঁকছে ব্যাংকবহির্ভূত: [727, 493, 867, 515]
photo-banner-parties: COMMUNITY BANK & IFAD MOTORS LTD.: [142, 1643, 359, 1660]
article-body-siddhirganj: [1343, 1598, 1536, 2392]
person: [118, 1221, 162, 1284]
person: [339, 1221, 383, 1284]
person: [35, 1702, 79, 1821]
paragraph: নারায়ণগঞ্জের সিদ্ধিরগঞ্জের গোদনাইলের তাঁতখানার বউবাজার ইউনাইটেড নিটওয়্যার গার্মেন্টসের শ্রমিকরা বকেয়া বেতনের দাবিতে কর্মবিরতি দিয়ে বিক্ষোভ কর্মসূচি পালন করেছেন।: [1343, 1614, 1536, 1669]
person: [769, 2012, 802, 2085]
eye-icon: [557, 1147, 585, 1162]
person: [600, 2012, 634, 2085]
headline-kuakata[interactable]: কুয়াকাটায় জেলে পরিবারকে বিএনপির অর্থ সহায়তা: [16, 2102, 484, 2129]
overlay-title: SIGNING CEREMONY: [142, 1826, 359, 1852]
paragraph: এ ছাড়া, সাপ্তাহিক লেনদেনের শীর্ষ তালিকায় উঠে আসা অন্য কোম্পানিগুলো হলো সোনালী পেপার, বেক্সিমকো ফার্মা, শাহজালাল ইসলামী ব্যাংক, ইস্টার্ন ব্যাংক, লাভেলো আইসক্রিম ও জিপিএইচ ইস্পাত।: [1134, 246, 1327, 297]
person: [1260, 1064, 1302, 1121]
person: [91, 1702, 135, 1821]
photo-caption-speaker: প্রফেসর ড. এম জুবায়দুর রহমান: [199, 132, 311, 141]
person: [257, 1702, 301, 1821]
paragraph: গত সপ্তাহে ঢাকা স্টক এক্সচেঞ্জের লেনদেনের তালিকার শীর্ষে উঠে আসে ব্যাংকিং কোম্পানি সিটি ব্যাংক। এ সময় কোম্পানিটির প্রতিদিন গড়ে শেয়ার লেনদেন হয়েছে ২৮ কোটি ৯১ লাখ টাকার, যা ছিল ডিএসইর মোট লেনদেনের ২.৫২ শতাংশ। তালিকার দ্বিতীয় স্থানে ছিল বস্ত্র খাতের কোম্পানি। সপ্তাহজুড়ে কোম্পানিটির প্রতিদিন গড়ে ২৬.৫৫ কোটি টাকার শেয়ার লেনদেন হয়েছে।: [922, 392, 1126, 484]
byline-text: কলাপাড়া (পটুয়াখালী) সংবাদদাতা: [29, 2192, 156, 2204]
lead-body-col4: [1134, 245, 1327, 940]
headline-ibn-sina[interactable]: ইবনে সিনা হাসপাতাল বগুড়ায় ফ্রি মেডিক্যাল ক্যাম্প অনুষ্ঠিত: [894, 1241, 1317, 1291]
paragraph: অনুষ্ঠানে বিশেষ অতিথি হিসেবে উপস্থিত ছিলেন ঝিনাইদহ জেলা প্রশাসক আবদুল আওয়াল, পুলিশ সুপার ও জেলার বিভিন্ন কলেজের অধ্যক্ষবৃন্দ। সভায় সভাপতিত্ব করেন আঞ্চলিক কেন্দ্রের পরিচালক। অনুষ্ঠান সঞ্চালনা করেন প্রশাসক মোহাম্মদ আব্দুল আওয়াল।: [1343, 578, 1536, 662]
column-divider: [881, 948, 882, 2394]
paragraph: আন্দোলনরত শ্রমিকরা জানান, এ কারখানায় শ্রমিকদের গত জুলাই মাসের বেতন বকেয়া রয়েছে। কয়েক দফা সময় দিলেও মালিক পক্ষ তা পরিশোধ করেনি। এ কারণে তারা কর্মবিরতি দিয়ে আন্দোলনে নেমেছেন।: [1343, 1728, 1536, 1797]
ibn-sina-photo: [884, 975, 1327, 1228]
person: [266, 188, 310, 243]
person: [406, 746, 450, 792]
section-title: অর্থ-শিল্প-বাণিজ্য: [667, 38, 873, 74]
photo-banner-between: BETWEEN: [230, 1632, 271, 1641]
headline-krishi-bank[interactable]: বাংলাদেশ কৃষি ব্যাংকের খুলনা বিভাগের ব্যবসায়িক সম্মেলন অনুষ্ঠিত: [30, 1354, 470, 1400]
headline-shabipro[interactable]: শাবিপ্রবিতে প্রথমবার এমএসসি ডাটা সায়েন্সে ভর্তি পরীক্ষা: [523, 1511, 851, 1567]
person: [192, 1221, 236, 1284]
headline-national-university[interactable]: জাতীয় বিশ্ববিদ্যালয় ৫০ হাজার ছাত্রীকে ফ্রিল্যান্সিংয়ের প্রশিক্ষণ দেবে: [1340, 106, 1533, 168]
article-body-mirsarai: [884, 2192, 1327, 2391]
person: [727, 2012, 761, 2085]
person: [140, 746, 184, 792]
dhaka-university-logo: [505, 1083, 593, 1197]
person: [339, 188, 383, 243]
article-body-sbac-bank: এসবিএসি ব্যাংকের ব্রাঞ্চ অ্যান্টি মানিলন্ডারিং কমপ্লায়েন্স অফিসার (ব্যামেলকো) সম্মেলন ২০২৫ ব্যাংকের প্রধান কার্যালয়ে অনুষ্ঠিত হয়েছে। সম্মেলনে প্রধান অতিথি হিসেবে উপস্থিত ছিলেন বাংলাদেশ ফিন্যান্সিয়াল ইন্টেলিজেন্স ইউনিটের (বিএফআইইউ) অতিরিক্ত পরিচালক। ব্যাংকের ব্যবস্থাপনা পরিচালক ও প্রধান নির্বাহী কর্মকর্তার সভাপতিত্বে অনুষ্ঠানে বিশেষ অতিথি হিসেবে উপস্থিত ছিলেন ব্যাংকের অতিরিক্ত ব্যবস্থাপনা পরিচালক ও চিফ অ্যান্টি মানিলন্ডারিং কমপ্লায়েন্স অফিসার। সম্মেলনে মানিলন্ডারিং ও সন্ত্রাসে অর্থায়ন প্রতিরোধে ব্যাংকের কার্যক্রম জোরদারে বিভিন্ন দিক নিয়ে আলোচনা করা হয়। বিজ্ঞপ্তি।: [503, 2195, 876, 2293]
byline: [1343, 1598, 1536, 1612]
logo-ribbon: ঢাকা বিশ্ববিদ্যালয়: [505, 1186, 598, 1201]
photo-people: [20, 181, 482, 243]
overlay-parties: COMMUNITY BANK & IFAD MOTORS LTD: [58, 1880, 444, 1902]
headline-islami-bank[interactable]: ইসলামী ব্যাংক অফিসার কল্যাণ সমিতির দ্বিবার্ষিক সাধারণ সভা ও অভিষেক অনুষ্ঠিত: [17, 274, 483, 319]
person: [51, 746, 96, 792]
paragraph: এক বছরের মেয়াদি এই প্রফেশনাল মাস্টার্স কোর্সটি পরিচালনা করছে শাবিপ্রবির পরিসংখ্যান বিভাগ। সহযোগিতা করছে গণিত বিভাগ ও কম্পিউটার সায়েন্স অ্যান্ড ইঞ্জিনিয়ারিং বিভাগ। কোর্সের আসন সংখ্যা ৪০। ভর্তি প্রক্রিয়া শেষে আগামী ১৪ সেপ্টেম্বর থেকে ক্লাস শুরু হবে।: [503, 1706, 876, 1747]
article-body-kuakata: [19, 2191, 483, 2391]
bullet-icon: [1343, 1602, 1350, 1609]
article-body-krishi-bank: বাংলাদেশ কৃষি ব্যাংকের খুলনা বিভাগের ২০২৪-২০২৫ অর্থবছরের ব্যবসায়িক অর্জনবিষয়ক মূল্যায়ন সম্মেলন ৩০ আগস্ট খুলনায় অনুষ্ঠিত হয়। সম্মেলনে প্রধান অতিথি হিসেবে ব্যাংকের ব্যবস্থাপনা পরিচালক সঞ্চিয়া বিনতে আলী উপস্থিত ছিলেন। সম্মেলনে ৩০ জুন ২০২৫ তারিখ পর্যন্ত ব্যবসায়িক সাফল্য, অর্জন এবং ভবিষ্যৎ পরিকল্পনা উপস্থাপন করা হয়। প্রধান অতিথি তার বক্তব্যে কৃষি ও ক্ষুদ্র উদ্যোক্তাদের সহায়তা, আমানত সংগ্রহ, ঋণ আদায়, খেলাপি ঋণ হ্রাস ও বৈদেশিক রেমিট্যান্স আহরণে বিশেষ গুরুত্বারোপ করেন। অনুষ্ঠানে বিভাগীয় মহাব্যবস্থাপক, আঞ্চলিক ব্যবস্থাপক ও শাখা ব্যবস্থাপকগণ উপস্থিত ছিলেন। খুলনা বিভাগের মহাব্যবস্থাপক মো: আবু বকর মিয়ার সভাপতিত্বে অনুষ্ঠানে উপ মহাব্যবস্থাপক মো: রবিউল ইসলাম, বিভাগীয় নিরীক্ষা কার্যালয়ের উপ মহাব্যবস্থাপকসহ সংশ্লিষ্ট কর্মকর্তারা বক্তব্য রাখেন। বিজ্ঞপ্তি।: [19, 1413, 483, 1509]
person: [317, 746, 361, 792]
byline-text: মিরসরাই (চট্টগ্রাম) সংবাদদাতা: [895, 2193, 1006, 2204]
sbac-bank-photo: [502, 1947, 859, 2115]
paragraph: এদিকে ভালো বাজারেও ধুঁকছে ব্যাংকবহির্ভূত আর্থিক প্রতিষ্ঠান। প্রায় সাত বছর আগেই বিতরণকৃত ঋণের বড় অংশ আদায় না হওয়ায় এসব প্রতিষ্ঠান এখন গ্রাহকের আমানত ফেরত দিতে পারছে না।: [1134, 299, 1327, 351]
person: [908, 1064, 951, 1121]
